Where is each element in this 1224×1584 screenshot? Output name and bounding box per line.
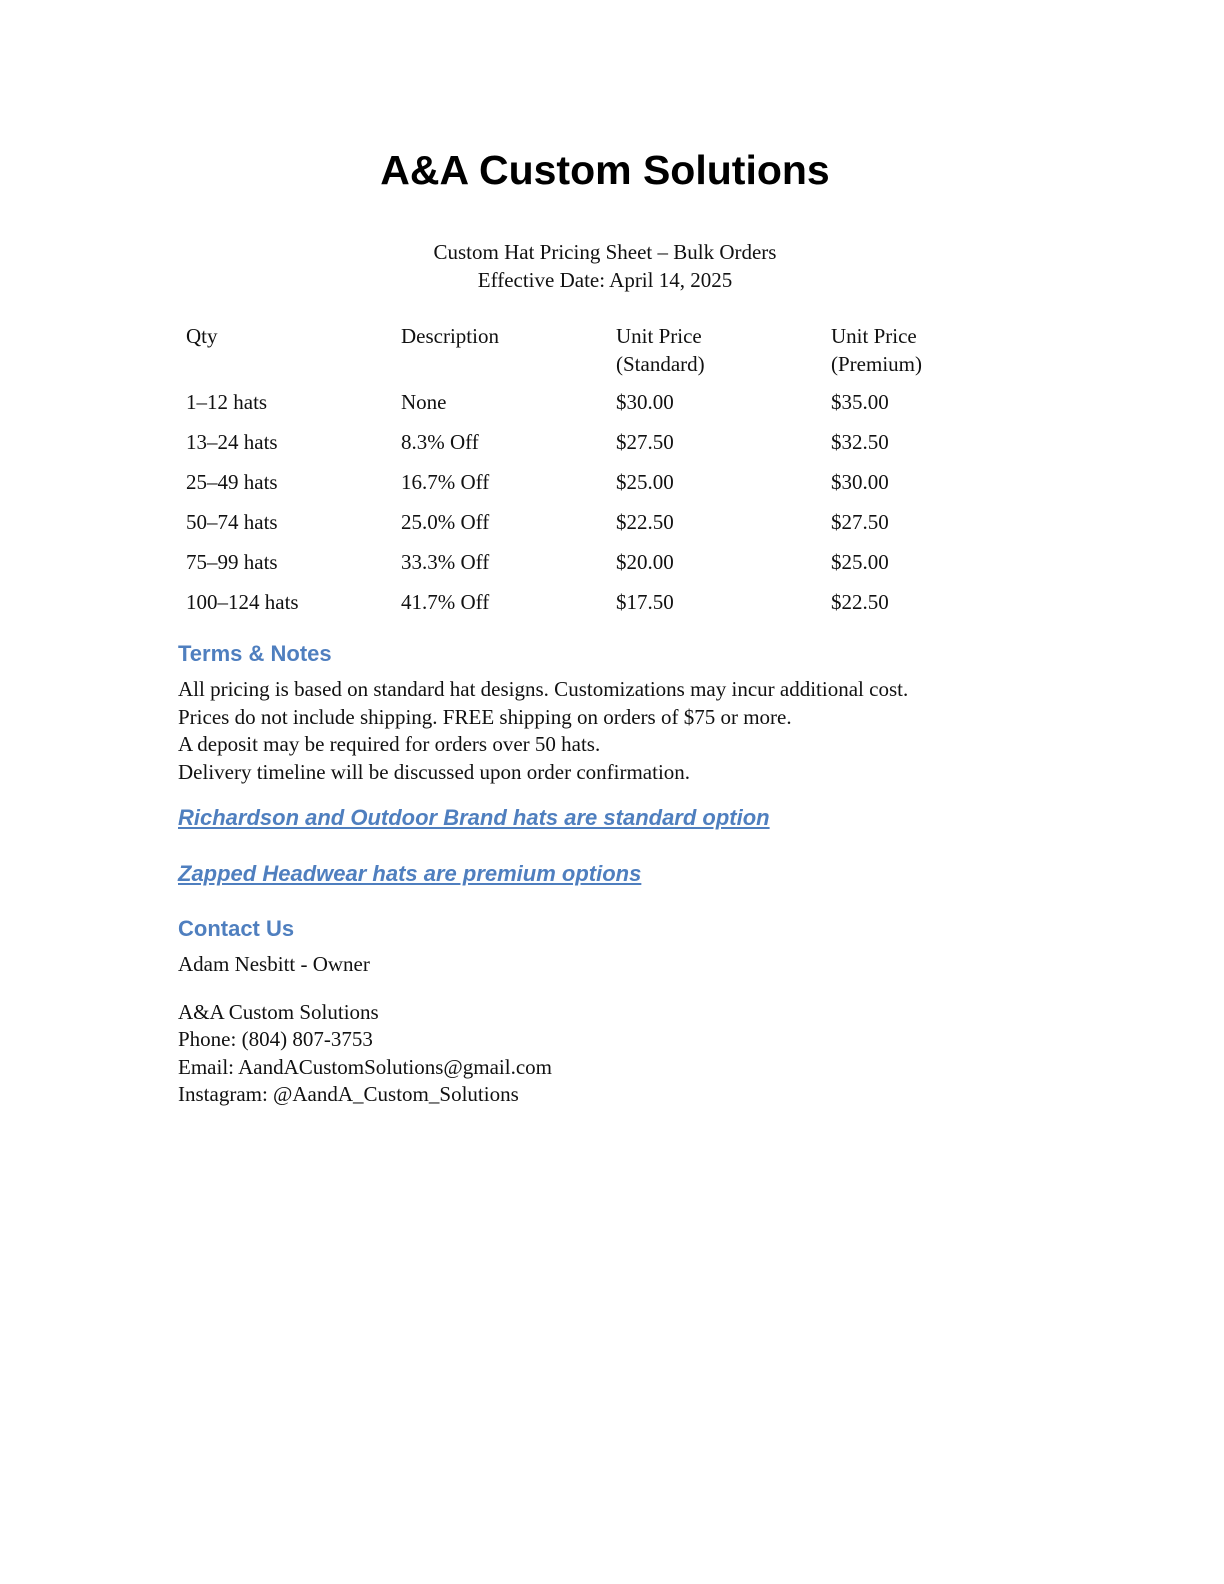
column-header-description-label: Description [401,324,499,348]
column-header-qty [178,320,393,388]
terms-line: A deposit may be required for orders over 50 hats. [178,732,601,756]
cell-description: 8.3% Off [401,430,479,454]
cell-standard-price: $22.50 [616,510,674,534]
cell-standard-price: $27.50 [616,430,674,454]
cell-qty: 50–74 hats [186,510,278,534]
cell-qty: 1–12 hats [186,390,268,414]
contact-owner: Adam Nesbitt - Owner [178,952,370,976]
column-header-qty-label: Qty [186,324,218,348]
cell-qty: 25–49 hats [186,470,278,494]
terms-list [178,676,1078,786]
contact-instagram: Instagram: @AandA_Custom_Solutions [178,1082,519,1106]
cell-qty: 100–124 hats [186,590,299,614]
pricing-sheet-subtitle: Custom Hat Pricing Sheet – Bulk Orders [433,240,777,264]
effective-date: Effective Date: April 14, 2025 [477,268,733,292]
table-row [178,428,1038,468]
cell-premium-price: $22.50 [831,590,889,614]
standard-option-link[interactable]: Richardson and Outdoor Brand hats are standard option [178,805,770,830]
terms-line: All pricing is based on standard hat designs. Customizations may incur additional cost. [178,677,909,701]
table-header-row [178,320,1038,388]
table-row [178,588,1038,628]
cell-description: 16.7% Off [401,470,490,494]
cell-qty: 75–99 hats [186,550,278,574]
column-header-standard-line1: Unit Price [616,324,702,348]
contact-phone: Phone: (804) 807-3753 [178,1027,373,1051]
column-header-premium-line2: (Premium) [831,352,922,376]
cell-premium-price: $35.00 [831,390,889,414]
cell-qty: 13–24 hats [186,430,278,454]
cell-premium-price: $30.00 [831,470,889,494]
table-row [178,508,1038,548]
table-row [178,388,1038,428]
contact-email: Email: AandACustomSolutions@gmail.com [178,1054,553,1079]
premium-option-note [178,860,1078,888]
cell-description: 25.0% Off [401,510,490,534]
terms-line: Prices do not include shipping. FREE shipping on orders of $75 or more. [178,704,792,729]
cell-standard-price: $25.00 [616,470,674,494]
column-header-standard-price [608,320,823,388]
column-header-standard-line2: (Standard) [616,352,705,376]
table-row [178,468,1038,508]
cell-standard-price: $20.00 [616,550,674,574]
contact-company: A&A Custom Solutions [178,999,379,1024]
cell-standard-price: $30.00 [616,390,674,414]
contact-heading: Contact Us [178,916,295,941]
standard-option-note [178,804,1078,832]
cell-premium-price: $32.50 [831,430,889,454]
terms-line: Delivery timeline will be discussed upon order confirmation. [178,759,691,784]
cell-description: 33.3% Off [401,550,490,574]
pricing-table [178,320,1038,628]
cell-standard-price: $17.50 [616,590,674,614]
cell-description: None [401,390,447,414]
contact-details [178,999,1078,1109]
company-title: A&A Custom Solutions [380,147,830,193]
cell-premium-price: $25.00 [831,550,889,574]
cell-description: 41.7% Off [401,590,490,614]
table-row [178,548,1038,588]
column-header-description [393,320,608,388]
premium-option-link[interactable]: Zapped Headwear hats are premium options [178,861,642,886]
column-header-premium-line1: Unit Price [831,324,917,348]
terms-section [178,640,1078,786]
document-subtitle-block [0,238,1210,294]
terms-heading: Terms & Notes [178,641,332,666]
column-header-premium-price [823,320,1038,388]
cell-premium-price: $27.50 [831,510,889,534]
contact-section [178,915,1078,1109]
